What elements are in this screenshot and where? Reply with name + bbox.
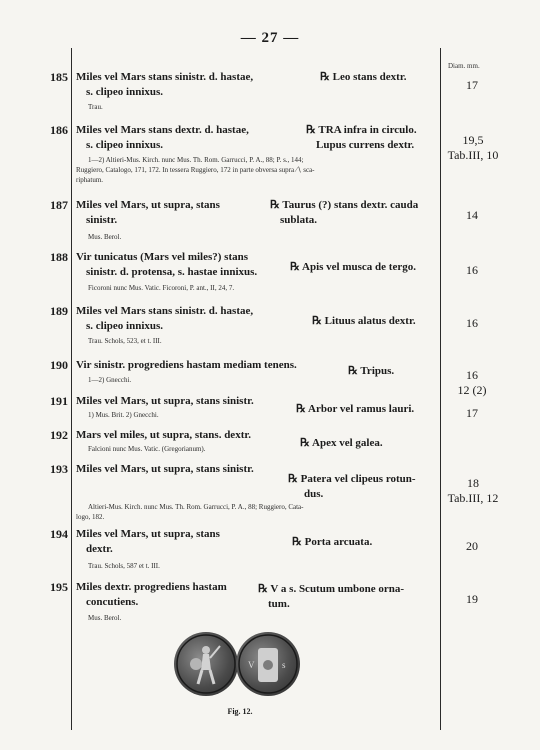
note-line: Trau. Schols, 587 et t. III. xyxy=(88,562,160,570)
reverse-line: Lupus currens dextr. xyxy=(316,139,415,151)
reverse-description xyxy=(296,402,414,417)
reverse-description xyxy=(348,364,394,379)
coin-reverse-image xyxy=(236,632,300,696)
entry-number: 188 xyxy=(50,250,68,264)
note-line: logo, 182. xyxy=(76,513,105,521)
diameter-value xyxy=(442,78,502,93)
obverse-line: Mars vel miles, ut supra, stans. dextr. xyxy=(76,429,251,441)
svg-text:s: s xyxy=(282,660,286,670)
obverse-line: Miles vel Mars stans sinistr. d. hastae, xyxy=(76,71,254,83)
entry-number: 195 xyxy=(50,580,68,594)
diameter-and-plate xyxy=(438,133,508,163)
obverse-line: Miles vel Mars stans dextr. d. hastae, xyxy=(76,124,249,136)
note-line: Mus. Berol. xyxy=(88,233,122,241)
entry-number: 185 xyxy=(50,70,68,84)
provenance-note xyxy=(88,561,160,571)
note-line: Altieri-Mus. Kirch. nunc Mus. Th. Rom. Garrucci, P. A., 88; Ruggiero, Cata- xyxy=(88,503,304,511)
provenance-note xyxy=(76,155,315,185)
reverse-description xyxy=(320,70,406,85)
diameter-value xyxy=(442,592,502,607)
provenance-note xyxy=(88,232,121,242)
entry-number: 194 xyxy=(50,527,68,541)
figure-caption: Fig. 12. xyxy=(227,707,253,716)
meta-line: 20 xyxy=(466,539,478,553)
note-line: 1—2) Altieri-Mus. Kirch. nunc Mus. Th. Rom. Garrucci, P. A., 88; P. s., 144; xyxy=(88,156,304,164)
diameter-value xyxy=(442,316,502,331)
reverse-line: ℞ V a s. Scutum umbone orna- xyxy=(258,583,405,595)
provenance-note xyxy=(88,336,162,346)
diameter-values xyxy=(442,368,502,398)
meta-line: Tab.III, 12 xyxy=(447,491,499,505)
meta-line: 17 xyxy=(466,78,478,92)
obverse-line: s. clipeo innixus. xyxy=(86,139,164,151)
reverse-line: sublata. xyxy=(280,214,317,226)
reverse-line: dus. xyxy=(304,488,324,500)
diameter-header: Diam. mm. xyxy=(448,62,480,70)
meta-line: 19,5 xyxy=(462,133,484,147)
obverse-description xyxy=(76,358,311,373)
obverse-line: Miles vel Mars stans sinistr. d. hastae, xyxy=(76,305,254,317)
obverse-line: Miles vel Mars, ut supra, stans sinistr. xyxy=(76,463,254,475)
entry-number: 189 xyxy=(50,304,68,318)
provenance-note xyxy=(88,613,121,623)
provenance-note xyxy=(88,283,234,293)
diameter-value xyxy=(442,263,502,278)
obverse-line: Vir sinistr. progrediens hastam mediam tenens. xyxy=(76,359,297,371)
meta-line: 12 (2) xyxy=(457,383,487,397)
meta-line: Tab.III, 10 xyxy=(447,148,499,162)
reverse-line: ℞ Patera vel clipeus rotun- xyxy=(288,473,416,485)
meta-line: 16 xyxy=(466,316,478,330)
obverse-line: sinistr. xyxy=(86,214,118,226)
standing-figure-icon xyxy=(174,632,238,696)
obverse-line: Vir tunicatus (Mars vel miles?) stans xyxy=(76,251,249,263)
obverse-description xyxy=(76,527,311,557)
entry-number: 193 xyxy=(50,462,68,476)
entry-number: 191 xyxy=(50,394,68,408)
meta-line: 18 xyxy=(467,476,479,490)
entry-number: 186 xyxy=(50,123,68,137)
obverse-line: dextr. xyxy=(86,543,113,555)
page-number: — 27 — xyxy=(240,30,300,46)
obverse-line: Miles vel Mars, ut supra, stans sinistr. xyxy=(76,395,254,407)
reverse-description xyxy=(270,198,418,228)
reverse-line: ℞ Apis vel musca de tergo. xyxy=(290,261,416,273)
entry-number: 187 xyxy=(50,198,68,212)
note-line: Trau. Schols, 523, et t. III. xyxy=(88,337,162,345)
obverse-description xyxy=(76,304,311,334)
obverse-description xyxy=(76,123,311,153)
meta-line: 17 xyxy=(466,406,478,420)
obverse-line: sinistr. d. protensa, s. hastae innixus. xyxy=(86,266,258,278)
shield-icon xyxy=(236,632,300,696)
meta-line: 16 xyxy=(466,368,478,382)
obverse-line: s. clipeo innixus. xyxy=(86,320,164,332)
note-line: Mus. Berol. xyxy=(88,614,122,622)
reverse-description xyxy=(312,314,416,329)
note-line: Trau. xyxy=(88,103,103,111)
note-line: 1) Mus. Brit. 2) Gnecchi. xyxy=(88,411,159,419)
reverse-line: ℞ Apex vel galea. xyxy=(300,437,383,449)
reverse-line: ℞ Tripus. xyxy=(348,365,395,377)
reverse-description xyxy=(292,535,372,550)
reverse-line: ℞ TRA infra in circulo. xyxy=(306,124,417,136)
note-line: Ruggiero, Catalogo, 171, 172. In tessera Ruggiero, 172 in parte obversa supra ⁄∖ sca- xyxy=(76,166,315,174)
meta-line: 16 xyxy=(466,263,478,277)
reverse-line: ℞ Arbor vel ramus lauri. xyxy=(296,403,415,415)
reverse-line: ℞ Lituus alatus dextr. xyxy=(312,315,416,327)
note-line: Falcioni nunc Mus. Vatic. (Gregorianum). xyxy=(88,445,206,453)
coin-obverse-image xyxy=(174,632,238,696)
note-line: Ficoroni nunc Mus. Vatic. Ficoroni, P. ant., II, 24, 7. xyxy=(88,284,235,292)
obverse-description xyxy=(76,250,311,280)
diameter-value xyxy=(442,406,502,421)
entry-number: 190 xyxy=(50,358,68,372)
reverse-description xyxy=(290,260,416,275)
diameter-value xyxy=(442,539,502,554)
provenance-note xyxy=(88,410,159,420)
obverse-description xyxy=(76,70,311,100)
obverse-line: concutiens. xyxy=(86,596,139,608)
obverse-line: Miles vel Mars, ut supra, stans xyxy=(76,199,220,211)
meta-line: 19 xyxy=(466,592,478,606)
note-line: riphatum. xyxy=(76,176,104,184)
reverse-description xyxy=(306,123,417,153)
diameter-and-plate xyxy=(438,476,508,506)
meta-line: 14 xyxy=(466,208,478,222)
left-column-rule xyxy=(71,48,72,730)
reverse-description xyxy=(288,472,416,502)
reverse-description xyxy=(258,582,404,612)
provenance-note xyxy=(88,375,131,385)
reverse-line: ℞ Leo stans dextr. xyxy=(320,71,407,83)
reverse-description xyxy=(300,436,383,451)
reverse-line: ℞ Porta arcuata. xyxy=(292,536,373,548)
svg-text:V: V xyxy=(248,660,255,670)
obverse-line: s. clipeo innixus. xyxy=(86,86,164,98)
obverse-description xyxy=(76,428,311,443)
reverse-line: tum. xyxy=(268,598,290,610)
obverse-line: Miles dextr. progrediens hastam xyxy=(76,581,227,593)
note-line: 1—2) Gnecchi. xyxy=(88,376,132,384)
provenance-note xyxy=(76,502,303,522)
reverse-line: ℞ Taurus (?) stans dextr. cauda xyxy=(270,199,419,211)
entry-number: 192 xyxy=(50,428,68,442)
obverse-line: Miles vel Mars, ut supra, stans xyxy=(76,528,220,540)
obverse-description xyxy=(76,462,311,477)
provenance-note xyxy=(88,444,206,454)
obverse-description xyxy=(76,394,311,409)
diameter-value xyxy=(442,208,502,223)
provenance-note xyxy=(88,102,103,112)
